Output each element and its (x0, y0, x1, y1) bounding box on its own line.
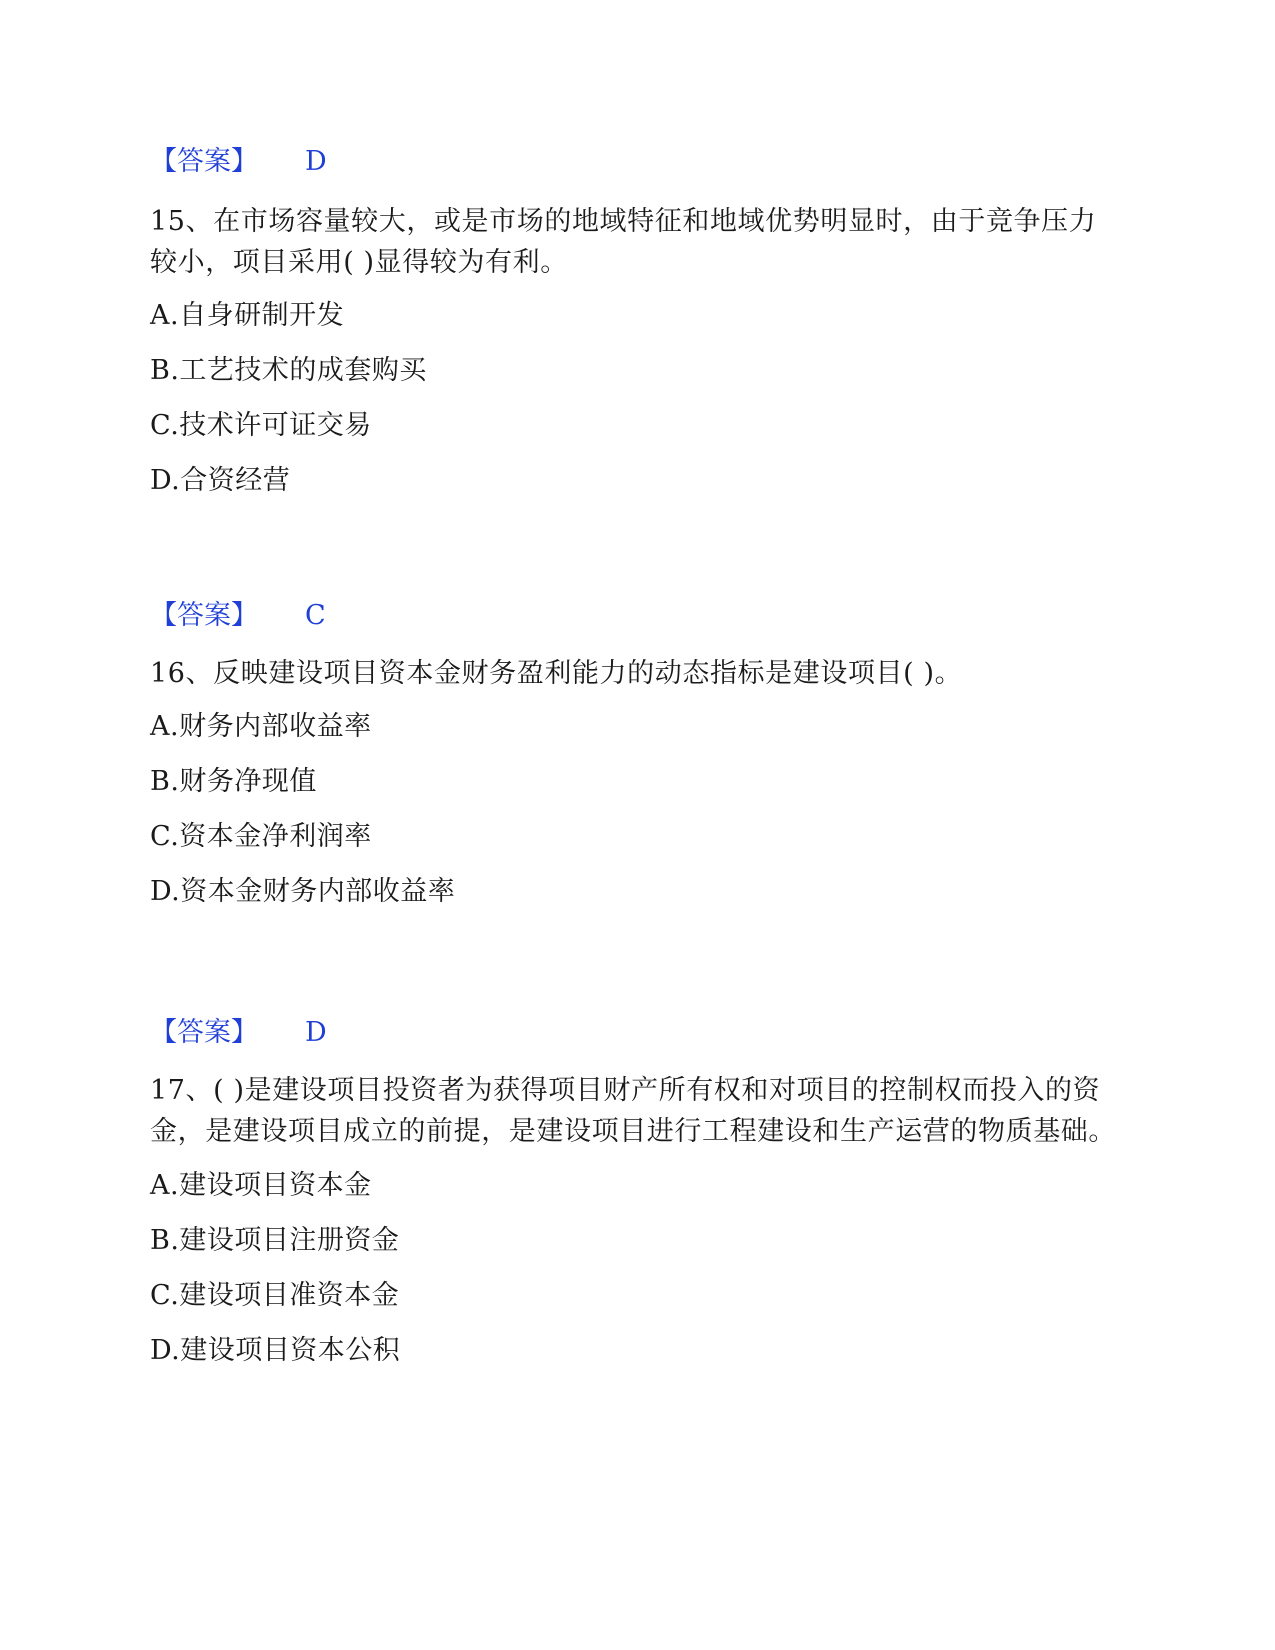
option-a: A.财务内部收益率 (150, 711, 372, 742)
option-d: D.资本金财务内部收益率 (150, 876, 456, 907)
question-text: 15、在市场容量较大，或是市场的地域特征和地域优势明显时，由于竞争压力较小，项目采用( )显得较为有利。 (150, 206, 1097, 278)
option-b: B.财务净现值 (150, 766, 317, 797)
question-text: 16、反映建设项目资本金财务盈利能力的动态指标是建设项目( )。 (150, 658, 963, 689)
option-b: B.建设项目注册资金 (150, 1225, 400, 1256)
answer-label: 【答案】 (150, 1017, 258, 1048)
answer-question-block-15 (150, 144, 1120, 499)
answer-value: C (305, 600, 326, 631)
answer-question-block-17 (150, 1015, 1120, 1369)
answer-label: 【答案】 (150, 600, 258, 631)
option-d: D.建设项目资本公积 (150, 1335, 401, 1366)
answer-line (150, 1015, 1120, 1051)
answer-line (150, 598, 1120, 634)
answer-value: D (305, 1017, 327, 1048)
answer-line (150, 144, 1120, 180)
option-d: D.合资经营 (150, 465, 291, 496)
answer-label: 【答案】 (150, 146, 258, 177)
question-text: 17、( )是建设项目投资者为获得项目财产所有权和对项目的控制权而投入的资金，是建设项目成立的前提，是建设项目进行工程建设和生产运营的物质基础。 (150, 1075, 1116, 1147)
option-a: A.建设项目资本金 (150, 1170, 372, 1201)
answer-value: D (305, 146, 327, 177)
option-c: C.资本金净利润率 (150, 821, 372, 852)
option-c: C.建设项目准资本金 (150, 1280, 400, 1311)
option-b: B.工艺技术的成套购买 (150, 355, 427, 386)
option-c: C.技术许可证交易 (150, 410, 372, 441)
answer-question-block-16 (150, 598, 1120, 910)
option-a: A.自身研制开发 (150, 300, 345, 331)
